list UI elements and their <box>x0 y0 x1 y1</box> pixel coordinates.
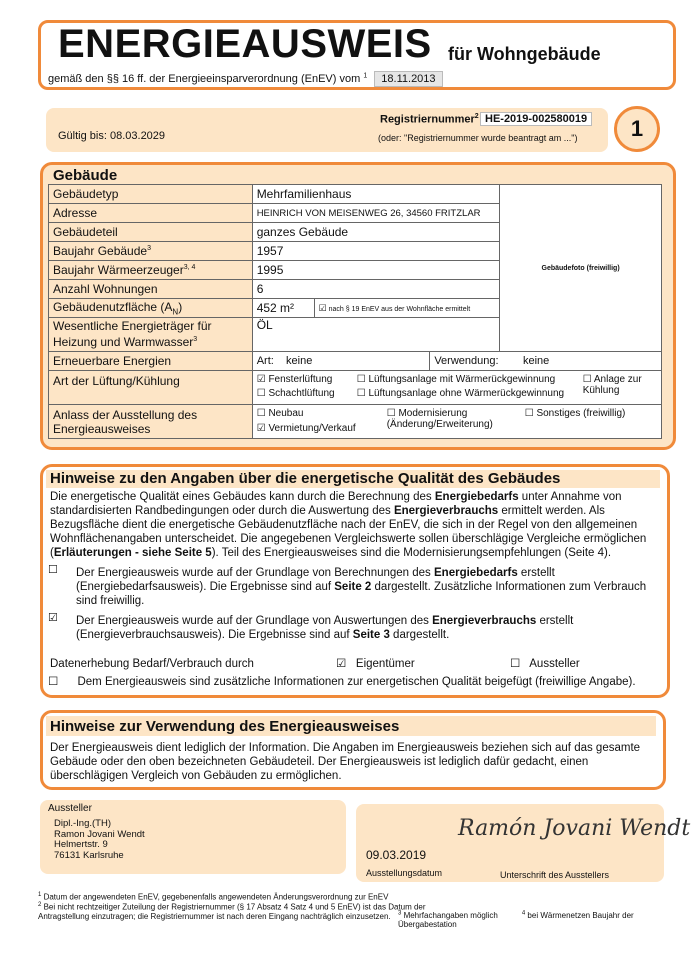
ausstellungsdatum: 09.03.2019 <box>366 848 427 862</box>
nutzflaeche-checkbox[interactable]: ☑ <box>318 302 327 313</box>
hinweise-title: Hinweise zu den Angaben über die energetische Qualität des Gebäudes <box>50 470 561 487</box>
valid-until: Gültig bis: 08.03.2029 <box>58 130 166 142</box>
option-modernisierung[interactable]: ☐ Modernisierung (Änderung/Erweiterung) <box>386 408 493 430</box>
lueftung-options <box>252 371 661 405</box>
label-lueftung: Art der Lüftung/Kühlung <box>49 371 253 405</box>
option-fensterlueftung[interactable]: ☑ Fensterlüftung <box>256 374 333 385</box>
footnote-3-text: $^3$ Mehrfachangaben möglich <box>398 910 498 920</box>
value-erneuerbare-art: Art: keine <box>252 352 430 371</box>
option-vermietung[interactable]: ☑ Vermietung/Verkauf <box>256 423 356 434</box>
enev-line: gemäß den §§ 16 ff. der Energieeinsparverordnung (EnEV) vom $^1$ 18.11.2013 <box>48 71 443 87</box>
building-photo-placeholder: Gebäudefoto (freiwillig) <box>500 185 662 352</box>
footnote-2: $^2$ Bei nicht rechtzeitiger Zuteilung der Registriernummer (§ 17 Absatz 4 Satz 4 und 5 EnEV) ist das Datum der Antragstellung einzutragen; die Registriernummer ist nach deren Eingang nachträglich einzusetzen. <box>38 902 426 922</box>
label-anlass: Anlass der Ausstellung des Energieausweises <box>49 405 253 439</box>
footnote-3 <box>398 909 662 930</box>
option-zusatzinfo[interactable]: ☐ Dem Energieausweis sind zusätzliche Informationen zur energetischen Qualität beigefügt (freiwillige Angabe). <box>48 676 636 688</box>
aussteller-address: Dipl.-Ing.(TH) Ramon Jovani Wendt Helmertstr. 9 76131 Karlsruhe <box>54 818 145 861</box>
label-baujahr-gebaeude: Baujahr Gebäude$^3$ <box>49 242 253 261</box>
hinweise-paragraph: Die energetische Qualität eines Gebäudes kann durch die Berechnung des Energiebedarfs unter Annahme von standardisierten Randbedingungen oder durch die Auswertung des Energieverbrauchs ermittelt werden. Als Bezugsfläche dient die energetische Gebäudenutzfläche nach der EnEV, die sich in der Regel von den allgemeinen Wohnflächenangaben unterscheidet. Die angegebenen Vergleichswerte sollen überschlägige Vergleiche ermöglichen (Erläuterungen - siehe Seite 5). Teil des Energieausweises sind die Modernisierungsempfehlungen (Seite 4). <box>50 491 647 559</box>
registration-strip <box>46 108 608 152</box>
option-bedarf-checkbox[interactable]: ☐ <box>48 564 58 576</box>
footnote-1: $^1$ Datum der angewendeten EnEV, gegebenenfalls angewendeten Änderungsverordnung zur EnEV <box>38 892 389 902</box>
value-erneuerbare-verwendung: Verwendung: keine <box>430 352 662 371</box>
reg-note: (oder: "Registriernummer wurde beantragt am ...") <box>378 133 578 143</box>
option-bedarf-text: Der Energieausweis wurde auf der Grundlage von Berechnungen des Energiebedarfs erstellt (Energiebedarfsausweis). Die Ergebnisse sind auf Seite 2 dargestellt. Zusätzliche Informationen zum Verbrauch sind freiwillig. <box>76 567 647 607</box>
label-anzahl-wohnungen: Anzahl Wohnungen <box>49 280 253 299</box>
value-nutzflaeche: 452 m² <box>252 299 314 318</box>
value-gebaeudeteil: ganzes Gebäude <box>252 223 500 242</box>
page-number-badge: 1 <box>614 106 660 152</box>
signature-label: Unterschrift des Ausstellers <box>500 870 610 880</box>
option-neubau[interactable]: ☐ Neubau <box>256 408 304 419</box>
document-title: ENERGIEAUSWEIS <box>58 22 432 66</box>
document-subtitle: für Wohngebäude <box>448 44 601 64</box>
ausstellungsdatum-label: Ausstellungsdatum <box>366 868 443 878</box>
building-table <box>48 184 662 439</box>
option-sonstiges[interactable]: ☐ Sonstiges (freiwillig) <box>524 408 626 419</box>
label-nutzflaeche: Gebäudenutzfläche $(A_N)$ <box>49 299 253 318</box>
enev-date: 18.11.2013 <box>374 71 442 87</box>
anlass-options <box>252 405 661 439</box>
reg-number: HE-2019-002580019 <box>480 112 592 126</box>
label-baujahr-waermeerzeuger: Baujahr Wärmeerzeuger$^{3, 4}$ <box>49 261 253 280</box>
value-baujahr-waermeerzeuger: 1995 <box>252 261 500 280</box>
nutzflaeche-note: ☑ nach § 19 EnEV aus der Wohnfläche ermittelt <box>314 299 500 318</box>
option-verbrauch-checkbox[interactable]: ☑ <box>48 612 58 624</box>
value-energietraeger: ÖL <box>252 318 500 352</box>
datenerhebung-label: Datenerhebung Bedarf/Verbrauch durch <box>50 658 254 670</box>
reg-label: Registriernummer$^2$ <box>380 113 479 126</box>
value-gebaeudetyp: Mehrfamilienhaus <box>252 185 500 204</box>
footnote-4-text: $^4$ bei Wärmenetzen Baujahr der Übergabestation <box>398 910 634 930</box>
option-eigentuemer[interactable]: ☑ Eigentümer <box>336 658 415 670</box>
option-lueftung-mit-wrg[interactable]: ☐ Lüftungsanlage mit Wärmerückgewinnung <box>356 374 556 385</box>
label-energietraeger: Wesentliche Energieträger für Heizung und Warmwasser$^3$ <box>49 318 253 352</box>
option-kuehlung[interactable]: ☐ Anlage zur Kühlung <box>582 374 642 396</box>
option-verbrauch-text: Der Energieausweis wurde auf der Grundlage von Auswertungen des Energieverbrauchs erstellt (Energieverbrauchsausweis). Die Ergebnisse sind auf Seite 3 dargestellt. <box>76 615 574 641</box>
value-adresse: HEINRICH VON MEISENWEG 26, 34560 FRITZLAR <box>252 204 500 223</box>
label-adresse: Adresse <box>49 204 253 223</box>
footnotes <box>38 891 662 930</box>
option-aussteller[interactable]: ☐ Aussteller <box>510 658 580 670</box>
signature: Ramón Jovani Wendt <box>458 816 691 841</box>
label-erneuerbare: Erneuerbare Energien <box>49 352 253 371</box>
aussteller-label: Aussteller <box>48 803 92 814</box>
label-gebaeudetyp: Gebäudetyp <box>49 185 253 204</box>
value-anzahl-wohnungen: 6 <box>252 280 500 299</box>
verwendung-title: Hinweise zur Verwendung des Energieausweises <box>50 718 400 735</box>
verwendung-text: Der Energieausweis dient lediglich der Information. Die Angaben im Energieausweis beziehen sich auf das gesamte Gebäude oder den oben bezeichneten Gebäudeteil. Der Energieausweis ist lediglich dafür gedacht, einen überschlägigen Vergleich von Gebäuden zu ermöglichen. <box>50 742 641 782</box>
option-lueftung-ohne-wrg[interactable]: ☐ Lüftungsanlage ohne Wärmerückgewinnung <box>356 388 565 399</box>
option-schachtlueftung[interactable]: ☐ Schachtlüftung <box>256 388 335 399</box>
label-gebaeudeteil: Gebäudeteil <box>49 223 253 242</box>
value-baujahr-gebaeude: 1957 <box>252 242 500 261</box>
building-section-title: Gebäude <box>53 167 118 184</box>
